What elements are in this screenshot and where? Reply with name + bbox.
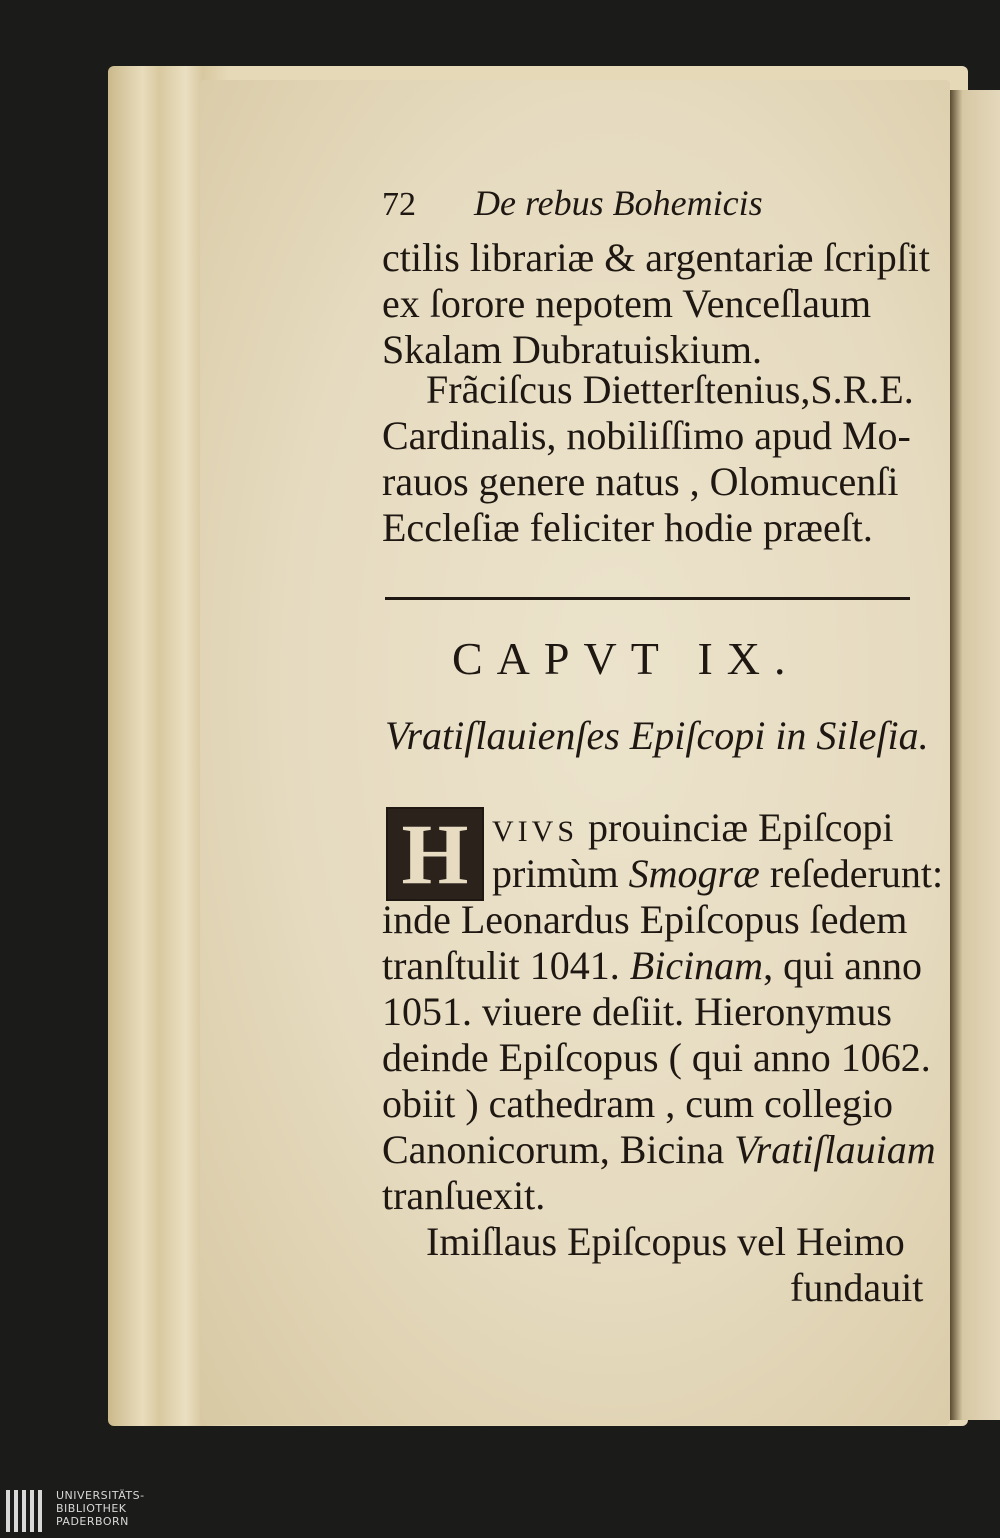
text-span: , qui anno [763, 943, 922, 988]
text-line: Imiſlaus Epiſcopus vel Heimo [426, 1219, 905, 1264]
running-header [382, 180, 942, 227]
italic-place-name: Bicinam [629, 943, 764, 988]
text-line: ex ſorore nepotem Venceſlaum [382, 281, 872, 326]
italic-place-name: Smogræ [628, 851, 760, 896]
logo-text-line: PADERBORN [56, 1515, 129, 1528]
facing-page-edge [950, 90, 1000, 1420]
chapter-heading: CAPVT IX. [452, 633, 800, 684]
section-rule [385, 597, 910, 600]
text-span: Canonicorum, Bicina [382, 1127, 735, 1172]
text-span: primùm [492, 851, 629, 896]
logo-text-line: BIBLIOTHEK [56, 1502, 127, 1515]
logo-text-line: UNIVERSITÄTS- [56, 1489, 145, 1502]
text-line: rauos genere natus , Olomucenſi [382, 459, 899, 504]
text-line: inde Leonardus Epiſcopus ſedem [382, 897, 908, 942]
text-line: ctilis librariæ & argentariæ ſcripſit [382, 235, 931, 280]
initial-letter: H [401, 806, 469, 902]
text-line: Cardinalis, nobiliſſimo apud Mo- [382, 413, 911, 458]
italic-place-name: Vratiſlauiam [734, 1127, 936, 1172]
text-line: deinde Epiſcopus ( qui anno 1062. [382, 1035, 931, 1080]
chapter-subtitle: Vratiſlauienſes Epiſcopi in Sileſia. [385, 713, 929, 758]
small-caps: VIVS [492, 815, 579, 848]
text-span: tranſtulit 1041. [382, 943, 630, 988]
text-line: Frãciſcus Dietterſtenius,S.R.E. [426, 367, 914, 412]
text-line [382, 944, 922, 988]
text-line: 1051. viuere deſiit. Hieronymus [382, 989, 892, 1034]
page-number: 72 [382, 186, 416, 223]
text-line [492, 852, 943, 896]
catchword: fundauit [790, 1265, 924, 1310]
logo-bars-icon [6, 1490, 46, 1536]
decorated-initial [386, 807, 484, 901]
text-span: prouinciæ Epiſcopi [578, 805, 894, 850]
library-logo [0, 1484, 220, 1538]
text-line: tranſuexit. [382, 1173, 546, 1218]
text-line: obiit ) cathedram , cum collegio [382, 1081, 893, 1126]
text-line: Skalam Dubratuiskium. [382, 327, 762, 372]
text-span: reſederunt: [759, 851, 944, 896]
text-line [382, 1128, 936, 1172]
text-line: Eccleſiæ feliciter hodie præeſt. [382, 505, 873, 550]
library-name [56, 1489, 145, 1528]
text-line [492, 806, 894, 854]
running-title: De rebus Bohemicis [474, 183, 763, 223]
